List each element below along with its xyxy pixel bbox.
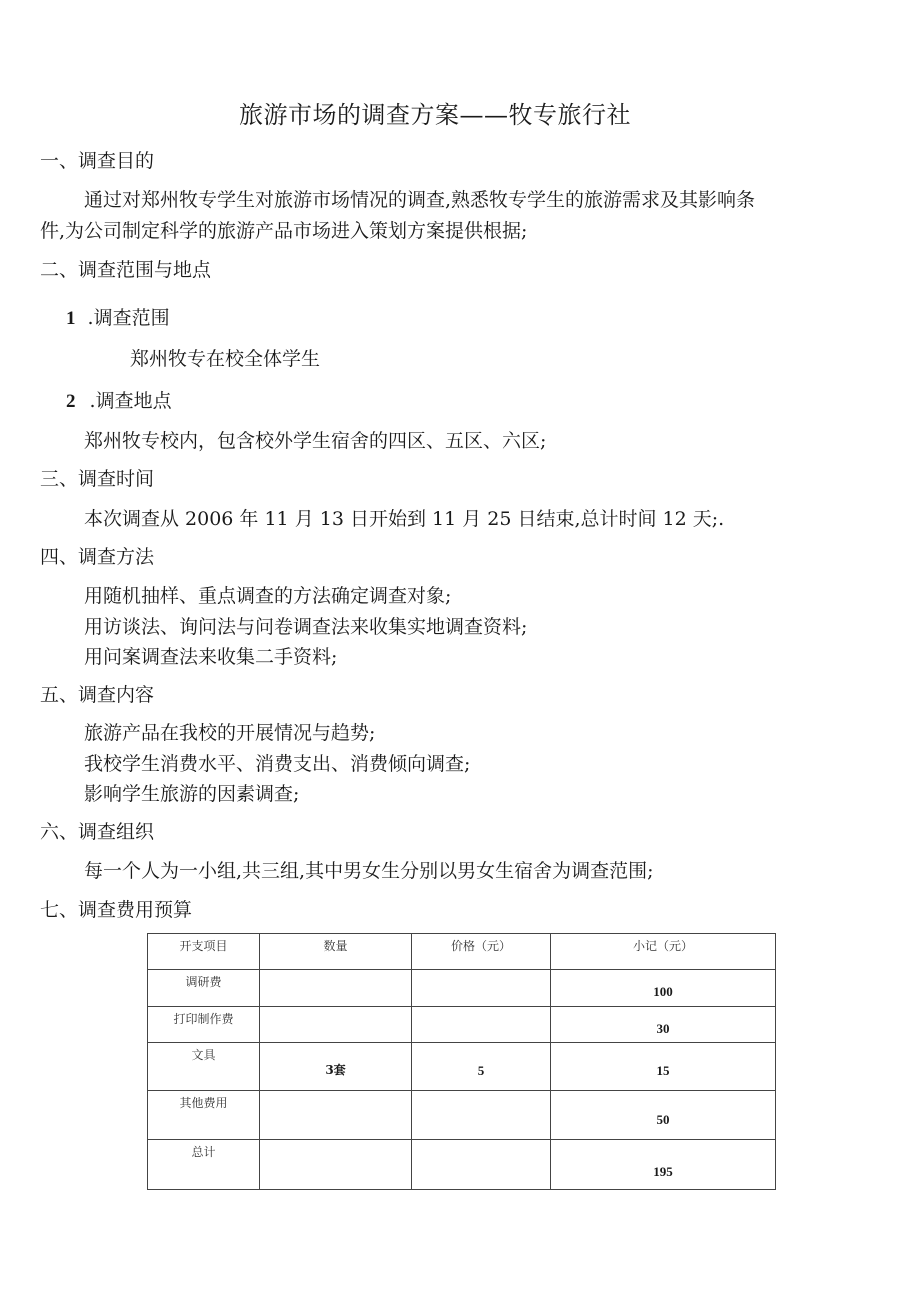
scope-sub-1-label: .调查范围 xyxy=(87,307,170,329)
content-line-3: 影响学生旅游的因素调查; xyxy=(84,783,300,805)
section-heading-time: 三、调查时间 xyxy=(40,468,155,490)
header-price: 价格（元） xyxy=(412,934,551,970)
org-line-1: 每一个人为一小组,共三组,其中男女生分别以男女生宿舍为调查范围; xyxy=(84,860,654,882)
table-row xyxy=(148,1043,776,1091)
row-price xyxy=(412,1007,551,1043)
section-heading-purpose: 一、调查目的 xyxy=(40,150,155,172)
row-qty: 3套 xyxy=(260,1043,412,1091)
row-price xyxy=(412,970,551,1007)
method-line-2: 用访谈法、询问法与问卷调查法来收集实地调查资料; xyxy=(84,616,528,638)
purpose-line-2: 件,为公司制定科学的旅游产品市场进入策划方案提供根据; xyxy=(40,220,528,242)
section-heading-budget: 七、调查费用预算 xyxy=(40,899,193,921)
row-subtotal: 100 xyxy=(551,970,776,1007)
content-line-1: 旅游产品在我校的开展情况与趋势; xyxy=(84,722,376,744)
row-price xyxy=(412,1140,551,1190)
row-qty xyxy=(260,1091,412,1140)
row-price: 5 xyxy=(412,1043,551,1091)
purpose-line-1: 通过对郑州牧专学生对旅游市场情况的调查,熟悉牧专学生的旅游需求及其影响条 xyxy=(84,189,756,211)
row-subtotal: 50 xyxy=(551,1091,776,1140)
row-subtotal: 30 xyxy=(551,1007,776,1043)
scope-sub-1-heading xyxy=(66,309,170,328)
page-title: 旅游市场的调查方案——牧专旅行社 xyxy=(239,101,631,129)
table-row xyxy=(148,1007,776,1043)
scope-sub-2-number: 2 xyxy=(66,391,76,412)
row-qty xyxy=(260,1140,412,1190)
method-line-3: 用问案调查法来收集二手资料; xyxy=(84,646,338,668)
row-item: 总计 xyxy=(148,1140,260,1190)
row-price xyxy=(412,1091,551,1140)
header-item: 开支项目 xyxy=(148,934,260,970)
content-line-2: 我校学生消费水平、消费支出、消费倾向调查; xyxy=(84,753,471,775)
section-heading-org: 六、调查组织 xyxy=(40,821,155,843)
header-subtotal: 小记（元） xyxy=(551,934,776,970)
row-item: 打印制作费 xyxy=(148,1007,260,1043)
row-item: 文具 xyxy=(148,1043,260,1091)
table-row xyxy=(148,970,776,1007)
row-item: 其他费用 xyxy=(148,1091,260,1140)
scope-sub-1-number: 1 xyxy=(66,308,76,329)
header-qty: 数量 xyxy=(260,934,412,970)
budget-table xyxy=(147,933,776,1190)
table-row xyxy=(148,1091,776,1140)
row-qty xyxy=(260,970,412,1007)
time-line-1: 本次调查从 2006 年 11 月 13 日开始到 11 月 25 日结束,总计时间 12 天;. xyxy=(84,508,725,530)
section-heading-content: 五、调查内容 xyxy=(40,684,155,706)
table-header-row xyxy=(148,934,776,970)
table-row xyxy=(148,1140,776,1190)
section-heading-method: 四、调查方法 xyxy=(40,546,155,568)
scope-sub-2-text: 郑州牧专校内，包含校外学生宿舍的四区、五区、六区; xyxy=(84,430,547,452)
row-subtotal: 15 xyxy=(551,1043,776,1091)
section-heading-scope: 二、调查范围与地点 xyxy=(40,259,212,281)
method-line-1: 用随机抽样、重点调查的方法确定调查对象; xyxy=(84,585,452,607)
scope-sub-2-label: .调查地点 xyxy=(89,390,172,412)
row-item: 调研费 xyxy=(148,970,260,1007)
scope-sub-2-heading xyxy=(66,392,172,411)
row-qty xyxy=(260,1007,412,1043)
row-subtotal: 195 xyxy=(551,1140,776,1190)
scope-sub-1-text: 郑州牧专在校全体学生 xyxy=(130,348,321,370)
